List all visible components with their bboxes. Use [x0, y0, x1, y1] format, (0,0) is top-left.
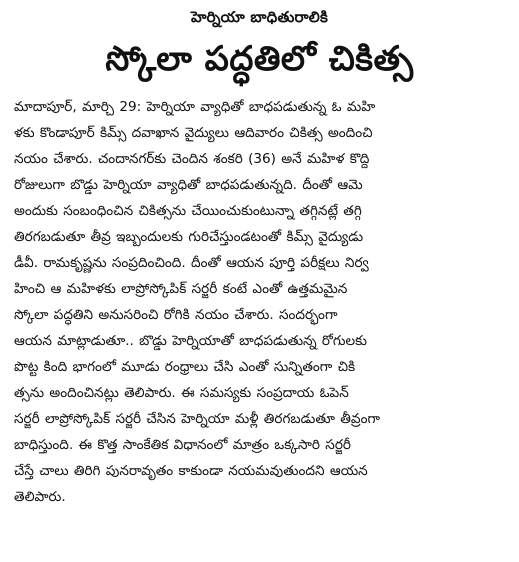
- body-line: ఆయన మాట్లాడుతూ.. బొడ్డు హెర్నియాతో బాధపడుతున్న రోగులకు: [14, 333, 367, 349]
- body-line: త్సను అందించినట్లు తెలిపారు. ఈ సమస్యకు సంప్రదాయ ఓపెన్‌: [14, 385, 349, 401]
- body-line: ళకు కొండాపూర్‌ కిమ్స్‌ దవాఖాన వైద్యులు ఆదివారం చికిత్స అందించి: [14, 125, 373, 141]
- article-kicker: హెర్నియా బాధితురాలికి: [190, 8, 329, 26]
- body-line: హించి ఆ మహిళకు లాప్రోస్కోపిక్‌ సర్జరీ కంటే ఎంతో ఉత్తమమైన: [14, 281, 348, 297]
- body-line: తిరగబడుతూ తీవ్ర ఇబ్బందులకు గురిచేస్తుండటంతో కిమ్స్‌ వైద్యుడు: [14, 229, 364, 245]
- body-line: రోజులుగా బొడ్డు హెర్నియా వ్యాధితో బాధపడుతున్నది. దీంతో ఆమె: [14, 177, 363, 193]
- body-line: అందుకు సంబంధించిన చికిత్సను చేయించుకుంటున్నా తగ్గినట్లే తగ్గి: [14, 203, 362, 219]
- body-line: చేస్తే చాలు తిరిగి పునరావృతం కాకుండా నయమవుతుందని ఆయన: [14, 463, 368, 479]
- article-headline: స్కోలా పద్ధతిలో చికిత్స: [105, 39, 414, 79]
- body-line: బాధిస్తుంది. ఈ కొత్త సాంకేతిక విధానంలో మాత్రం ఒక్కసారి సర్జరీ: [14, 437, 351, 453]
- body-line: పొట్ట కింది భాగంలో మూడు రంధ్రాలు చేసి ఎంతో సున్నితంగా చికి: [14, 359, 356, 375]
- body-line: నయం చేశారు. చందానగర్‌కు చెందిన శంకరి (36) అనే మహిళ కొద్ది: [14, 151, 370, 167]
- body-line: సర్జరీ లాప్రోస్కోపిక్‌ సర్జరీ చేసిన హెర్నియా మళ్లీ తిరగబడుతూ తీవ్రంగా: [14, 411, 381, 427]
- body-line: డీవీ. రామకృష్ణను సంప్రదించింది. దీంతో ఆయన పూర్తి పరీక్షలు నిర్వ: [14, 255, 369, 271]
- body-line: తెలిపారు.: [14, 489, 66, 505]
- body-line: మాదాపూర్‌, మార్చి 29: హెర్నియా వ్యాధితో బాధపడుతున్న ఓ మహి: [14, 99, 376, 115]
- body-line: స్కోలా పద్ధతిని అనుసరించి రోగికి నయం చేశారు. సందర్భంగా: [14, 307, 338, 323]
- article-body: [14, 94, 505, 510]
